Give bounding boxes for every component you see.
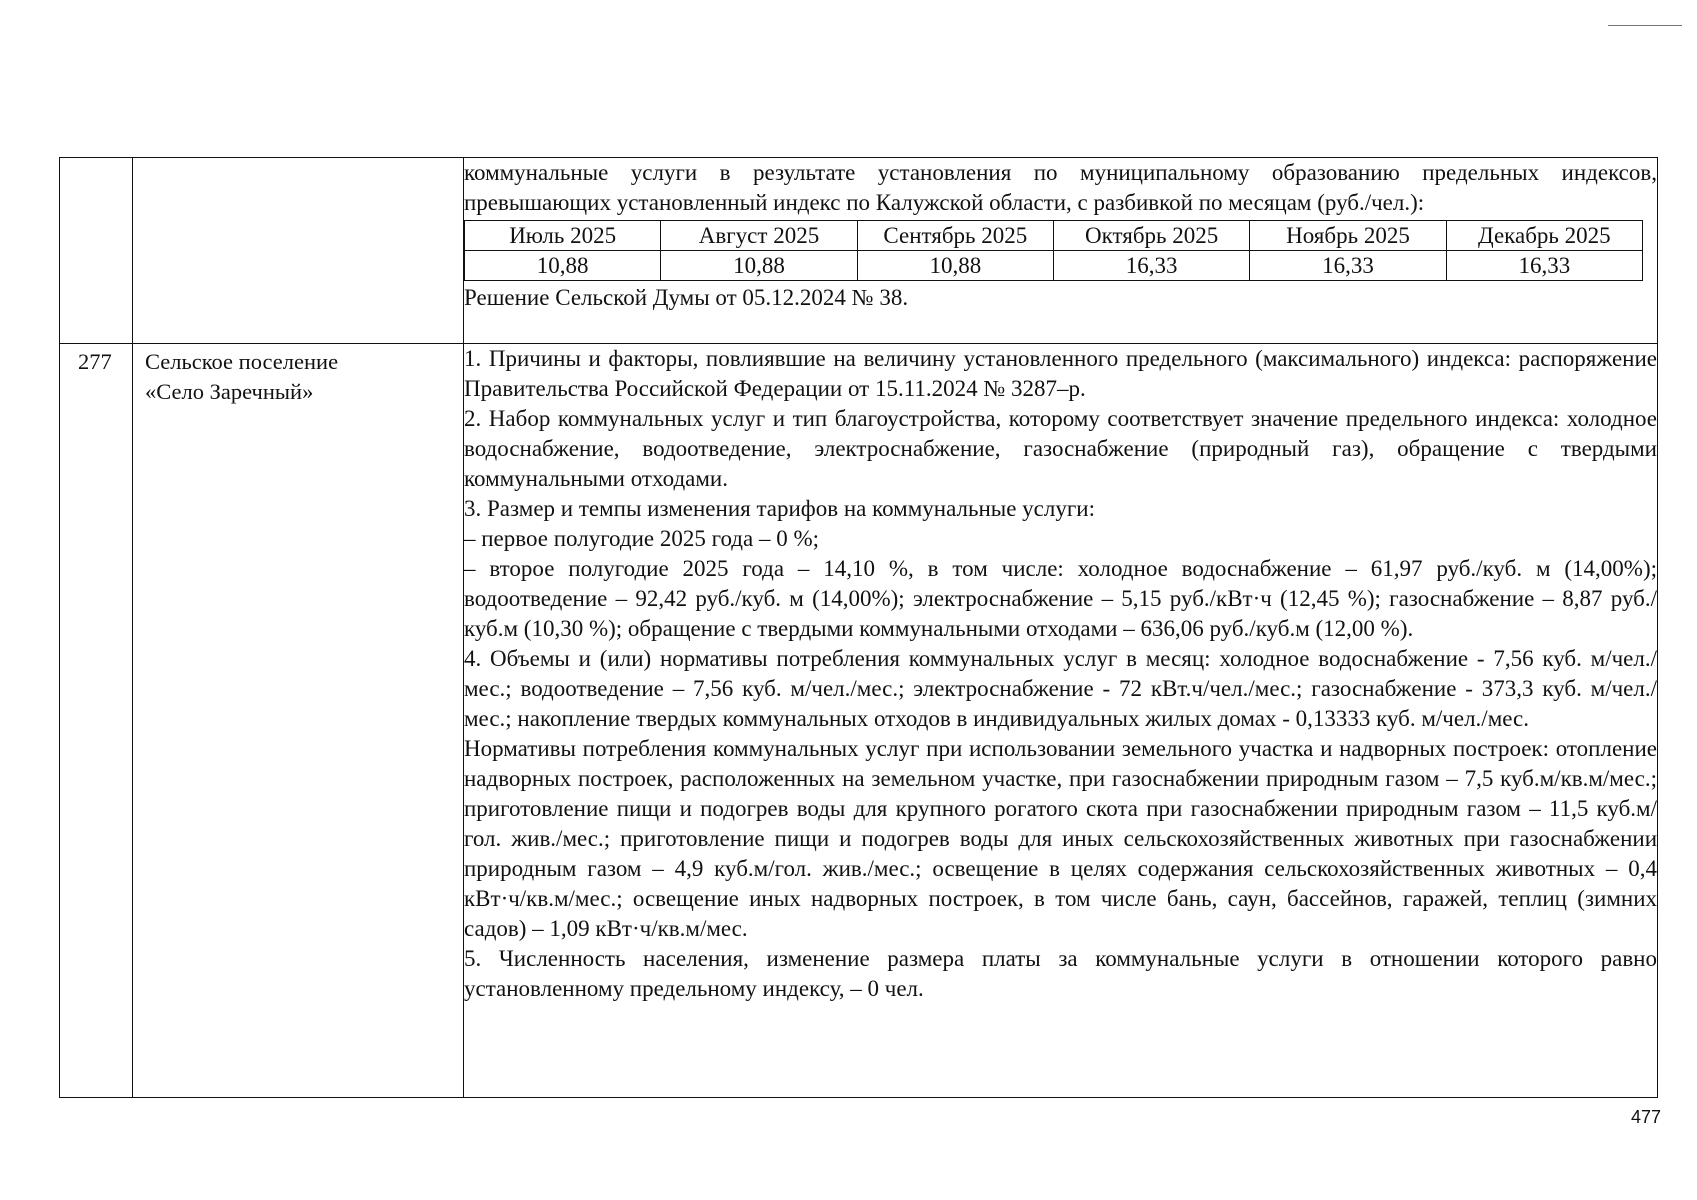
month-header: Сентябрь 2025 xyxy=(857,221,1053,251)
document-table xyxy=(59,157,1658,1098)
month-value: 16,33 xyxy=(1446,251,1642,281)
cell-number xyxy=(60,344,133,1098)
month-header: Октябрь 2025 xyxy=(1053,221,1249,251)
cell-number-empty xyxy=(60,158,133,344)
continuation-intro: коммунальные услуги в результате установления по муниципальному образованию предельных индексов, превышающих установленный индекс по Калужской области, с разбивкой по месяцам (руб./чел.): xyxy=(464,160,1657,215)
settlement-name-line2: «Село Заречный» xyxy=(145,379,314,404)
cell-description-continuation xyxy=(464,158,1658,344)
month-value: 10,88 xyxy=(465,251,661,281)
decision-text: Решение Сельской Думы от 05.12.2024 № 38. xyxy=(464,285,909,310)
paragraph-1: 1. Причины и факторы, повлиявшие на величину установленного предельного (максимального) индекса: распоряжение Правительства Российской Федерации от 15.11.2024 № 3287–р. xyxy=(464,346,1657,401)
cell-name xyxy=(133,344,464,1098)
month-header: Декабрь 2025 xyxy=(1446,221,1642,251)
month-value: 16,33 xyxy=(1053,251,1249,281)
monthly-index-table xyxy=(464,220,1643,281)
month-header: Июль 2025 xyxy=(465,221,661,251)
paragraph-2: 2. Набор коммунальных услуг и тип благоустройства, которому соответствует значение предельного индекса: холодное водоснабжение, водоотведение, электроснабжение, газоснабжение (природный газ), обращение с твердыми коммунальными отходами. xyxy=(464,406,1657,491)
settlement-name-line1: Сельское поселение xyxy=(145,349,339,374)
months-value-row xyxy=(465,251,1643,281)
header-rule xyxy=(1608,25,1682,26)
month-value: 16,33 xyxy=(1250,251,1446,281)
paragraph-3b: – второе полугодие 2025 года – 14,10 %, в том числе: холодное водоснабжение – 61,97 руб./куб. м (14,00%); водоотведение – 92,42 руб./куб. м (14,00%); электроснабжение – 5,15 руб./кВт·ч (12,45 %); газоснабжение – 8,87 руб./куб.м (10,30 %); обращение с твердыми коммунальными отходами – 636,06 руб./куб.м (12,00 %). xyxy=(464,556,1657,641)
table-row-277 xyxy=(60,344,1658,1098)
month-value: 10,88 xyxy=(661,251,857,281)
month-value: 10,88 xyxy=(857,251,1053,281)
paragraph-3a: – первое полугодие 2025 года – 0 %; xyxy=(464,526,820,551)
paragraph-5: 5. Численность населения, изменение размера платы за коммунальные услуги в отношении которого равно установленному предельному индексу, – 0 чел. xyxy=(464,946,1657,1001)
month-header: Август 2025 xyxy=(661,221,857,251)
page-number: 477 xyxy=(1631,1107,1662,1127)
cell-name-empty xyxy=(133,158,464,344)
row-number: 277 xyxy=(78,349,112,374)
month-header: Ноябрь 2025 xyxy=(1250,221,1446,251)
cell-description xyxy=(464,344,1658,1098)
months-header-row xyxy=(465,221,1643,251)
paragraph-4b: Нормативы потребления коммунальных услуг при использовании земельного участка и надворных построек: отопление надворных построек, расположенных на земельном участке, при газоснабжении природным газом – 7,5 куб.м/кв.м/мес.; приготовление пищи и подогрев воды для крупного рогатого скота при газоснабжении природным газом – 11,5 куб.м/гол. жив./мес.; приготовление пищи и подогрев воды для иных сельскохозяйственных животных при газоснабжении природным газом – 4,9 куб.м/гол. жив./мес.; освещение в целях содержания сельскохозяйственных животных – 0,4 кВт·ч/кв.м/мес.; освещение иных надворных построек, в том числе бань, саун, бассейнов, гаражей, теплиц (зимних садов) – 1,09 кВт·ч/кв.м/мес. xyxy=(464,736,1657,941)
paragraph-4: 4. Объемы и (или) нормативы потребления коммунальных услуг в месяц: холодное водоснабжение - 7,56 куб. м/чел./мес.; водоотведение – 7,56 куб. м/чел./мес.; электроснабжение - 72 кВт.ч/чел./мес.; газоснабжение - 373,3 куб. м/чел./мес.; накопление твердых коммунальных отходов в индивидуальных жилых домах - 0,13333 куб. м/чел./мес. xyxy=(464,646,1657,731)
table-row-continuation xyxy=(60,158,1658,344)
paragraph-3: 3. Размер и темпы изменения тарифов на коммунальные услуги: xyxy=(464,496,1095,521)
